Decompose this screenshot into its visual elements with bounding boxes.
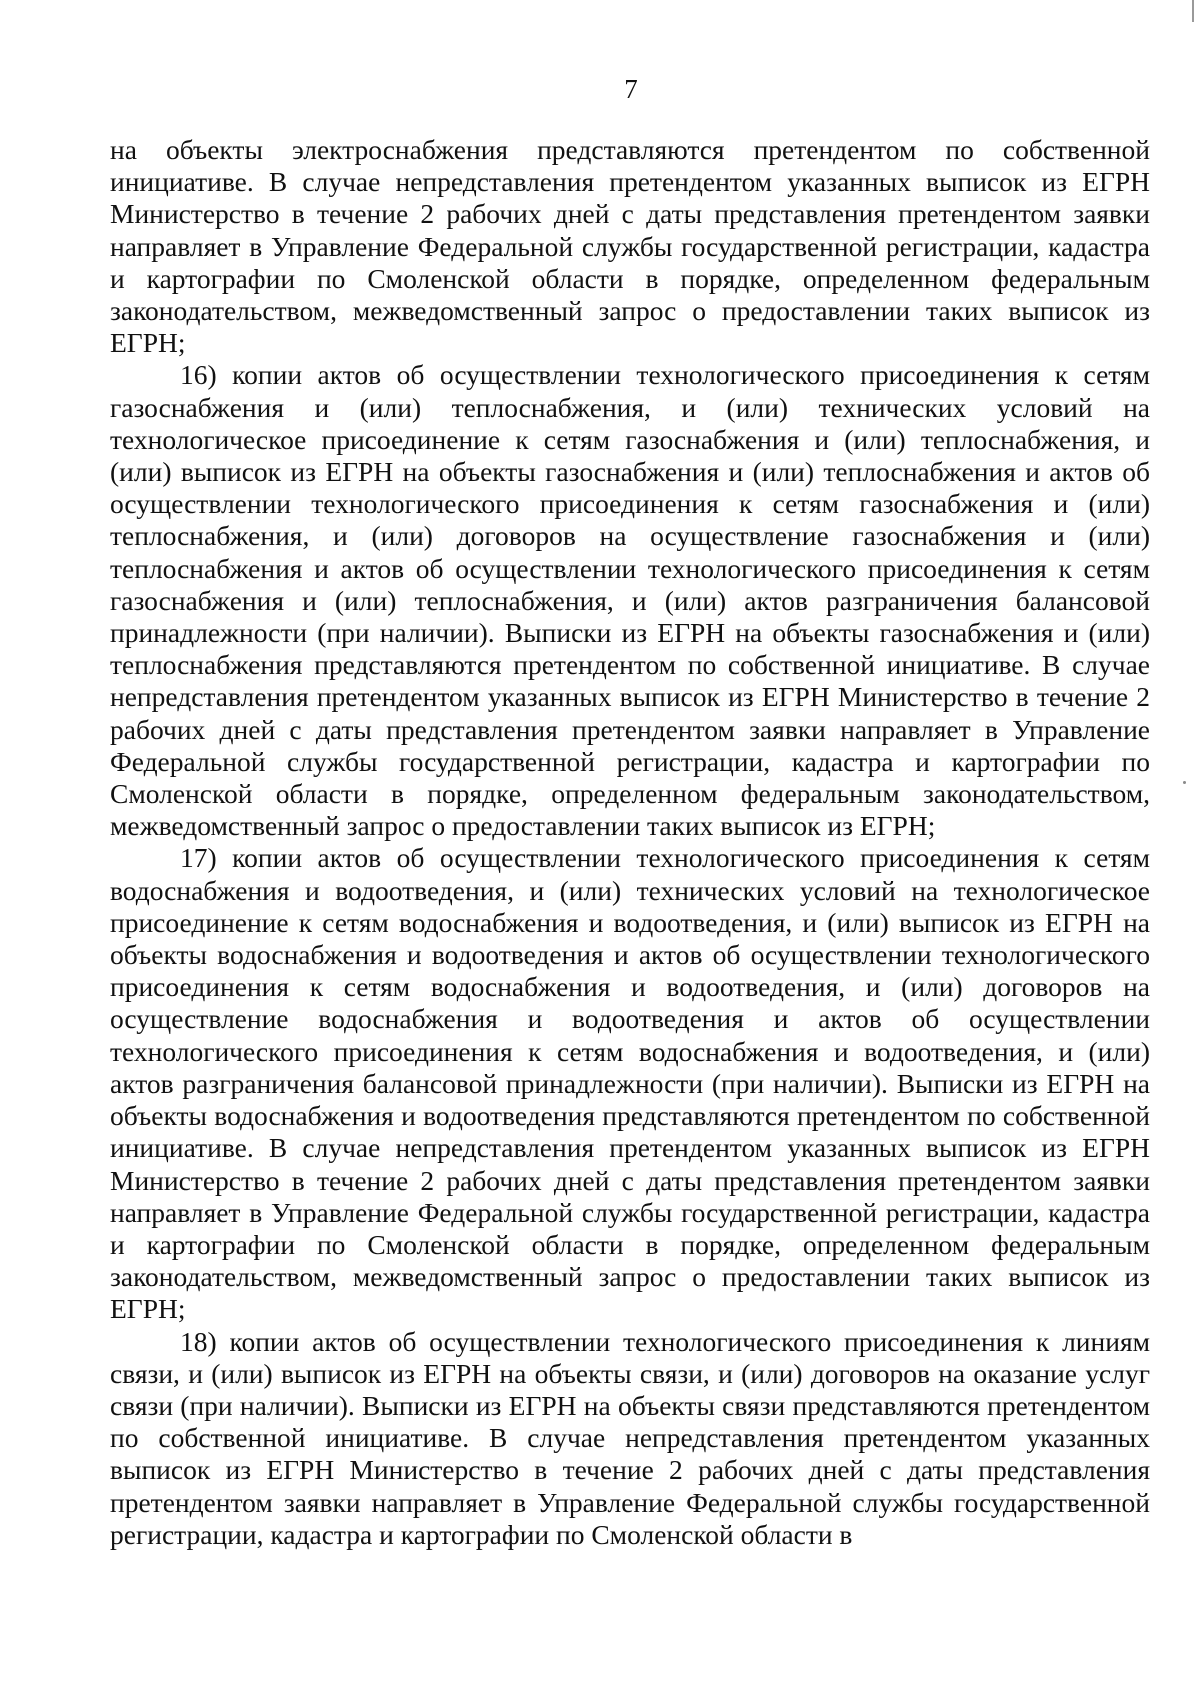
- paragraph-continuation: на объекты электроснабжения представляются претендентом по собственной инициативе. В случае непредставления претендентом указанных выписок из ЕГРН Министерство в течение 2 рабочих дней с даты представления претендентом заявки направляет в Управление Федеральной службы государственной регистрации, кадастра и картографии по Смоленской области в порядке, определенном федеральным законодательством, межведомственный запрос о предоставлении таких выписок из ЕГРН;: [110, 134, 1150, 359]
- paragraph-item-16: 16) копии актов об осуществлении технологического присоединения к сетям газоснабжения и (или) теплоснабжения, и (или) технических условий на технологическое присоединение к сетям газоснабжения и (или) теплоснабжения, и (или) выписок из ЕГРН на объекты газоснабжения и (или) теплоснабжения и актов об осуществлении технологического присоединения к сетям газоснабжения и (или) теплоснабжения, и (или) договоров на осуществление газоснабжения и (или) теплоснабжения и актов об осуществлении технологического присоединения к сетям газоснабжения и (или) теплоснабжения, и (или) актов разграничения балансовой принадлежности (при наличии). Выписки из ЕГРН на объекты газоснабжения и (или) теплоснабжения представляются претендентом по собственной инициативе. В случае непредставления претендентом указанных выписок из ЕГРН Министерство в течение 2 рабочих дней с даты представления претендентом заявки направляет в Управление Федеральной службы государственной регистрации, кадастра и картографии по Смоленской области в порядке, определенном федеральным законодательством, межведомственный запрос о предоставлении таких выписок из ЕГРН;: [110, 359, 1150, 842]
- paragraph-item-17: 17) копии актов об осуществлении технологического присоединения к сетям водоснабжения и водоотведения, и (или) технических условий на технологическое присоединение к сетям водоснабжения и водоотведения, и (или) выписок из ЕГРН на объекты водоснабжения и водоотведения и актов об осуществлении технологического присоединения к сетям водоснабжения и водоотведения, и (или) договоров на осуществление водоснабжения и водоотведения и актов об осуществлении технологического присоединения к сетям водоснабжения и водоотведения, и (или) актов разграничения балансовой принадлежности (при наличии). Выписки из ЕГРН на объекты водоснабжения и водоотведения представляются претендентом по собственной инициативе. В случае непредставления претендентом указанных выписок из ЕГРН Министерство в течение 2 рабочих дней с даты представления претендентом заявки направляет в Управление Федеральной службы государственной регистрации, кадастра и картографии по Смоленской области в порядке, определенном федеральным законодательством, межведомственный запрос о предоставлении таких выписок из ЕГРН;: [110, 842, 1150, 1325]
- paragraph-item-18: 18) копии актов об осуществлении технологического присоединения к линиям связи, и (или) выписок из ЕГРН на объекты связи, и (или) договоров на оказание услуг связи (при наличии). Выписки из ЕГРН на объекты связи представляются претендентом по собственной инициативе. В случае непредставления претендентом указанных выписок из ЕГРН Министерство в течение 2 рабочих дней с даты представления претендентом заявки направляет в Управление Федеральной службы государственной регистрации, кадастра и картографии по Смоленской области в: [110, 1325, 1150, 1550]
- document-body: [110, 134, 1150, 1551]
- page-number: 7: [624, 74, 638, 104]
- scan-edge-mark: [1192, 0, 1194, 22]
- scan-dust-dot: [1183, 781, 1186, 784]
